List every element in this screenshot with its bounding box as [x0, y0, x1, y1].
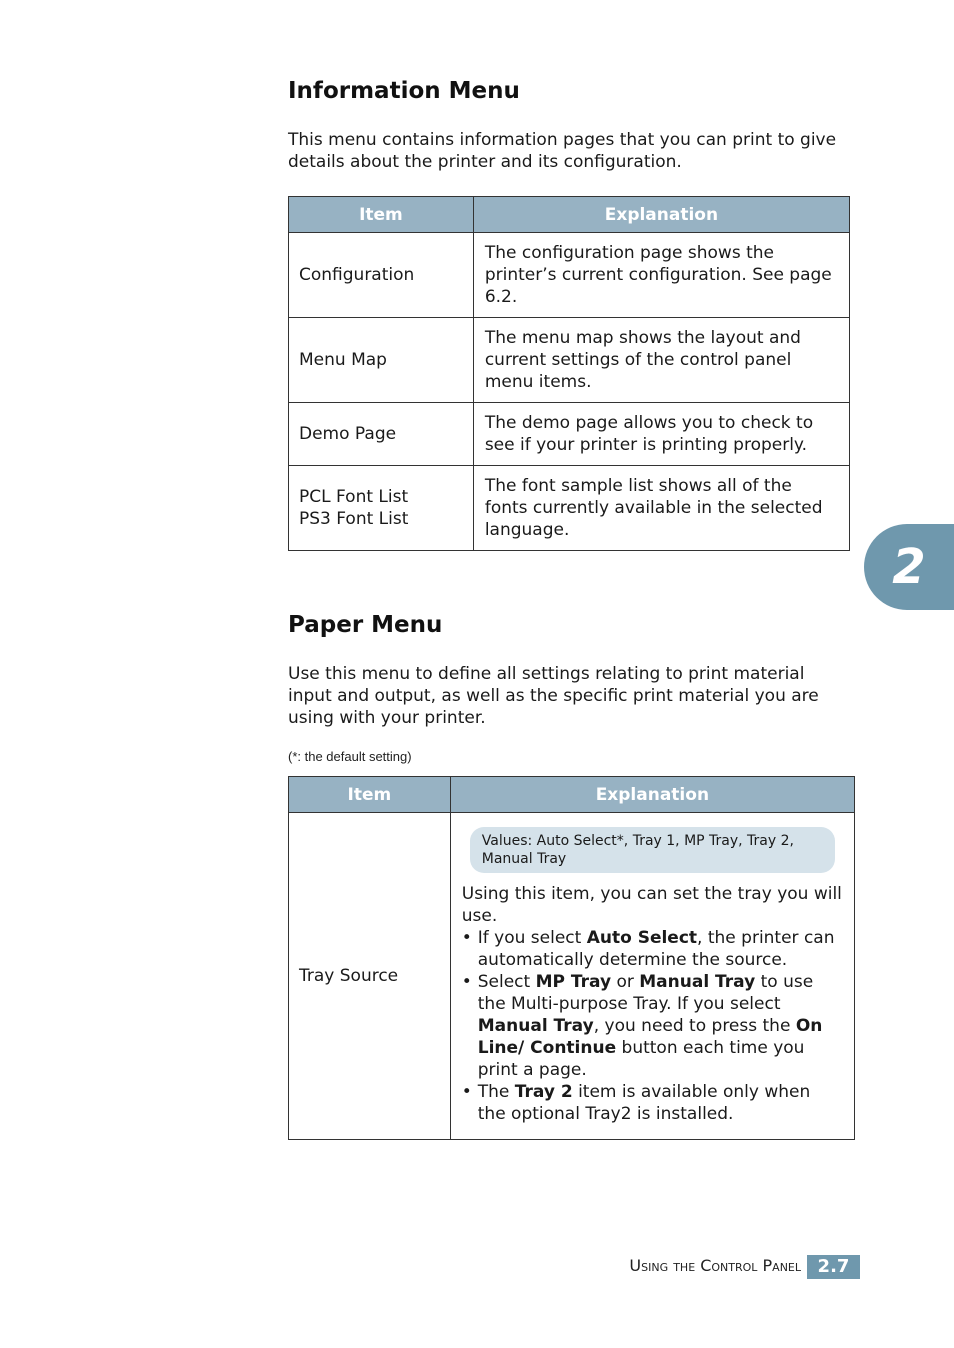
values-box: Values: Auto Select*, Tray 1, MP Tray, Tray 2, Manual Tray — [470, 827, 835, 873]
item-column-header: Item — [289, 197, 474, 233]
item-line: PCL Font List — [299, 487, 409, 507]
item-line: PS3 Font List — [299, 509, 409, 529]
table-header-row — [289, 777, 855, 813]
tray-source-intro: Using this item, you can set the tray you will use. — [461, 884, 842, 926]
footer-section-title: Using the Control Panel — [629, 1256, 801, 1275]
chapter-tab: 2 — [864, 524, 954, 610]
item-cell: Configuration — [289, 233, 474, 318]
table-row — [289, 403, 850, 466]
item-column-header: Item — [289, 777, 451, 813]
table-row — [289, 233, 850, 318]
default-setting-note: (*: the default setting) — [288, 749, 412, 764]
explanation-cell: The font sample list shows all of the fonts currently available in the selected language. — [473, 466, 849, 551]
tray-source-bullets — [462, 927, 843, 1125]
explanation-cell: The demo page allows you to check to see if your printer is printing properly. — [473, 403, 849, 466]
explanation-column-header: Explanation — [473, 197, 849, 233]
explanation-cell — [450, 813, 854, 1140]
explanation-column-header: Explanation — [450, 777, 854, 813]
paper-menu-table — [288, 776, 855, 1140]
table-row — [289, 466, 850, 551]
information-menu-heading: Information Menu — [288, 78, 520, 104]
list-item: • If you select Auto Select, the printer can automatically determine the source. — [462, 927, 843, 971]
information-menu-intro: This menu contains information pages that you can print to give details about the printer and its configuration. — [288, 130, 837, 172]
item-cell: Menu Map — [289, 318, 474, 403]
paper-menu-heading: Paper Menu — [288, 612, 443, 638]
item-cell: Tray Source — [289, 813, 451, 1140]
paper-menu-intro: Use this menu to define all settings relating to print material input and output, as well as the specific print material you are using with your printer. — [288, 664, 819, 728]
page-number: 2.7 — [807, 1255, 860, 1279]
item-cell: Demo Page — [289, 403, 474, 466]
table-row — [289, 318, 850, 403]
explanation-cell: The menu map shows the layout and current settings of the control panel menu items. — [473, 318, 849, 403]
list-item: • The Tray 2 item is available only when the optional Tray2 is installed. — [462, 1081, 843, 1125]
table-header-row — [289, 197, 850, 233]
item-cell — [289, 466, 474, 551]
information-menu-table — [288, 196, 850, 551]
table-row — [289, 813, 855, 1140]
explanation-cell: The configuration page shows the printer’s current configuration. See page 6.2. — [473, 233, 849, 318]
list-item: • Select MP Tray or Manual Tray to use the Multi-purpose Tray. If you select Manual Tray, you need to press the On Line/ Continue button each time you print a page. — [462, 971, 843, 1081]
